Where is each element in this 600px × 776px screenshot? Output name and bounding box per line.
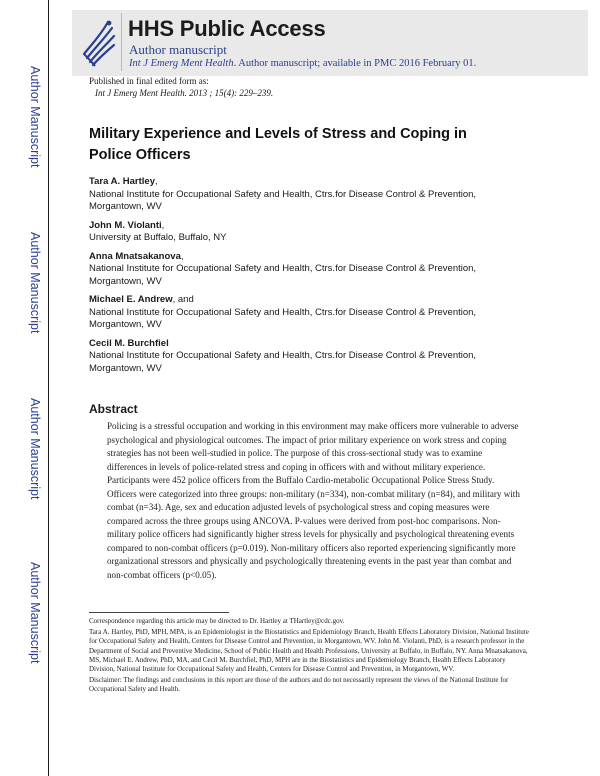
abstract-heading: Abstract [89, 402, 138, 416]
author-entry [89, 251, 529, 289]
publication-note: Published in final edited form as: [89, 76, 209, 86]
author-list [89, 176, 529, 381]
author-name: John M. Violanti [89, 219, 162, 231]
author-name: Cecil M. Burchfiel [89, 337, 169, 349]
author-affiliation: University at Buffalo, Buffalo, NY [89, 232, 227, 243]
sidebar-label: Author Manuscript [28, 232, 42, 334]
author-entry [89, 338, 529, 376]
author-affiliation: National Institute for Occupational Safety and Health, Ctrs.for Disease Control & Prevention, Morgantown, WV [89, 263, 477, 287]
journal-abbrev: Int J Emerg Ment Health [129, 58, 234, 69]
sidebar-label: Author Manuscript [28, 562, 42, 664]
author-affiliation: National Institute for Occupational Safety and Health, Ctrs.for Disease Control & Prevention, Morgantown, WV [89, 306, 477, 330]
header-title: HHS Public Access [128, 16, 326, 41]
author-name: Michael E. Andrew [89, 294, 173, 305]
correspondence-note: Correspondence regarding this article may be directed to Dr. Hartley at THartley@cdc.gov. [89, 617, 345, 625]
hhs-eagle-icon [78, 14, 118, 70]
sidebar-label: Author Manuscript [28, 66, 42, 168]
author-entry [89, 220, 529, 245]
author-suffix: , [161, 219, 165, 231]
sidebar-label: Author Manuscript [28, 398, 42, 500]
author-entry [89, 176, 529, 214]
author-bios: Tara A. Hartley, PhD, MPH, MPA, is an Epidemiologist in the Biostatistics and Epidemiology Branch, Health Effects Laboratory Division, National Institute for Occupational Safety and Health, Centers for Disease Control and Prevention, in Morgantown, WV. John M. Violanti, PhD, is a research professor in the Department of Social and Preventive Medicine, School of Public Health and Health Professions, University at Buffalo, in Buffalo, NY. Anna Mnatsakanova, MS, Michael E. Andrew, PhD, MA, and Cecil M. Burchfiel, PhD, MPH are in the Biostatistics and Epidemiology Branch, Health Effects Laboratory Division, National Institute for Occupational Safety and Health, Centers for Disease Control and Prevention, in Morgantown, WV. [89, 628, 529, 674]
footnote-divider [89, 612, 229, 613]
header-divider [121, 13, 122, 71]
header-availability [129, 58, 476, 69]
header-subtitle: Author manuscript [129, 42, 227, 57]
author-suffix: , [180, 250, 184, 262]
abstract-text: Policing is a stressful occupation and working in this environment may make officers more vulnerable to adverse psychological and physiological outcomes. The impact of prior military experience on work stress and coping strategies has not been well-studied in police. The purpose of this cross-sectional study was to examine differences in levels of police-related stress and coping in officers with and without military experience. Participants were 452 police officers from the Buffalo Cardio-metabolic Occupational Police Stress Study. Officers were categorized into three groups: non-military (n=334), non-combat military (n=84), and military with combat (n=34). Age, sex and education adjusted levels of psychological stress and coping measures were compared across the three groups using ANCOVA. P-values were derived from post-hoc comparisons. Non-military police officers had significantly higher stress levels for physically and psychological threatening events compared to non-combat officers (p=0.019). Non-military officers also reported experiencing significantly more organizational stressors and physically and psychologically threatening events in the past year than combat and non-combat officers (p<0.05). [107, 421, 520, 581]
sidebar-rule [48, 0, 49, 776]
author-entry [89, 294, 529, 332]
author-suffix: , [155, 176, 158, 187]
publication-info [89, 76, 273, 99]
author-affiliation: National Institute for Occupational Safety and Health, Ctrs.for Disease Control & Prevention, Morgantown, WV [89, 350, 477, 374]
paper-title: Military Experience and Levels of Stress and Coping in Police Officers [89, 126, 467, 163]
author-name: Tara A. Hartley [89, 176, 155, 187]
availability-text: . Author manuscript; available in PMC 2016 February 01. [233, 58, 477, 69]
author-affiliation: National Institute for Occupational Safety and Health, Ctrs.for Disease Control & Prevention, Morgantown, WV [89, 188, 477, 212]
author-name: Anna Mnatsakanova [89, 250, 181, 262]
publication-reference: Int J Emerg Ment Health. 2013 ; 15(4): 229–239. [95, 87, 274, 98]
disclaimer: Disclaimer: The findings and conclusions in this report are those of the authors and do not necessarily represent the views of the National Institute for Occupational Safety and Health. [89, 676, 509, 694]
footnotes [89, 617, 529, 697]
author-suffix: , and [172, 294, 194, 305]
